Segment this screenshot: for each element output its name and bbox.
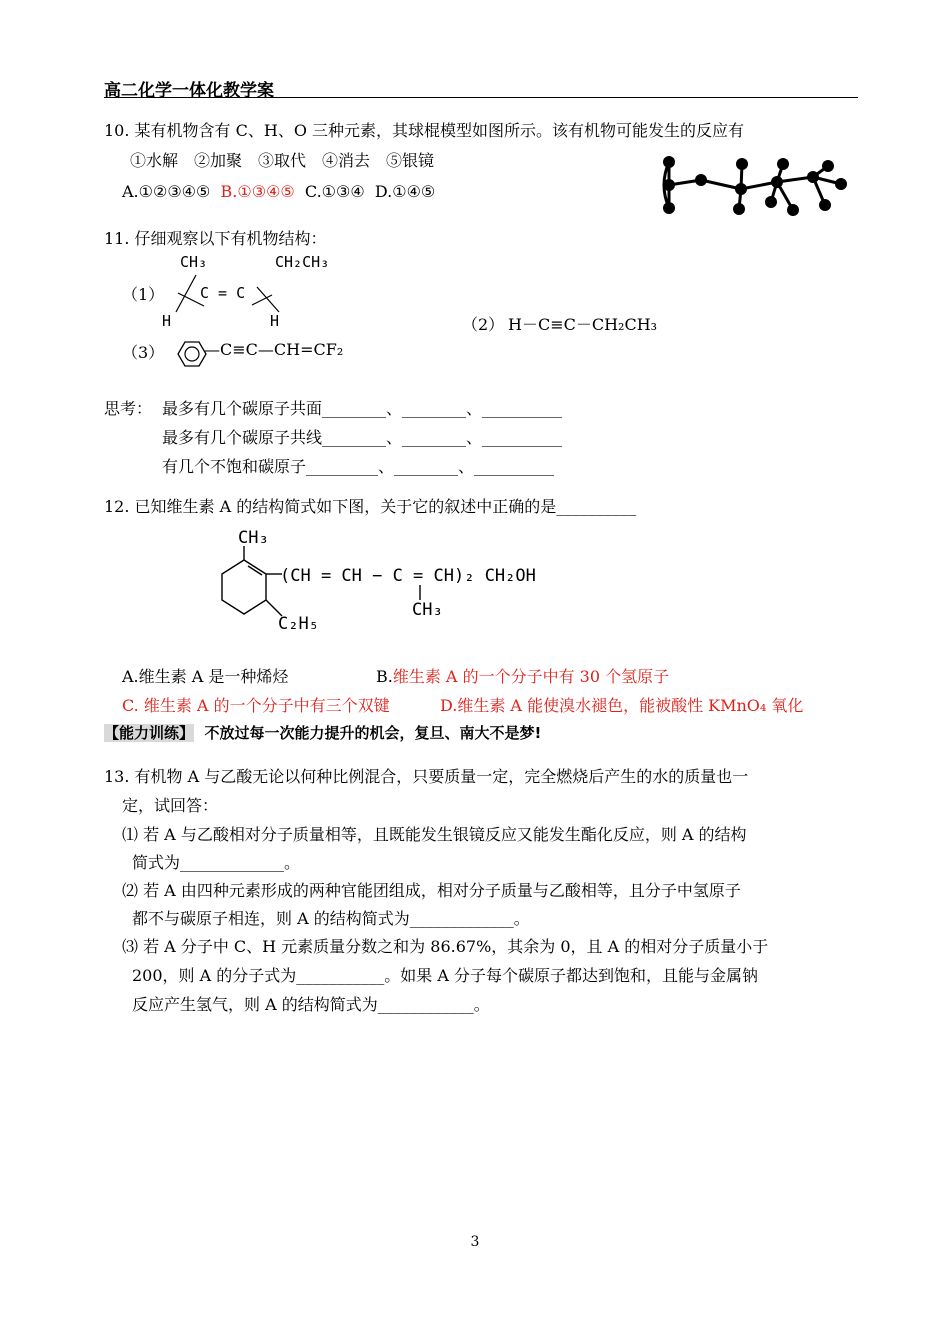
q11-s1-label: （1） bbox=[122, 285, 165, 304]
q13-part1-a: ⑴ 若 A 与乙酸相对分子质量相等，且既能发生银镜反应又能发生酯化反应，则 A 的结构 bbox=[122, 825, 747, 844]
q11-think-label: 思考： bbox=[104, 399, 153, 418]
q12-option-b-prefix: B. bbox=[376, 667, 393, 686]
training-slogan: 不放过每一次能力提升的机会，复旦、南大不是梦! bbox=[204, 724, 542, 742]
q13-part3-b: 200，则 A 的分子式为___________。如果 A 分子每个碳原子都达到饱和，且能与金属钠 bbox=[132, 966, 758, 985]
q12-option-b-text: 维生素 A 的一个分子中有 30 个氢原子 bbox=[392, 667, 670, 686]
page-number: 3 bbox=[470, 1234, 480, 1250]
q12-struct-chain: (CH = CH − C = CH)₂ CH₂OH bbox=[280, 566, 536, 586]
page-header-title: 高二化学一体化教学案 bbox=[104, 81, 274, 101]
q10-reactions: ①水解 ②加聚 ③取代 ④消去 ⑤银镜 bbox=[130, 151, 435, 170]
training-label: 【能力训练】 bbox=[104, 724, 195, 742]
q10-option-c: C.①③④ bbox=[304, 182, 365, 201]
q12-option-d: D.维生素 A 能使溴水褪色，能被酸性 KMnO₄ 氧化 bbox=[440, 696, 804, 715]
q11-s1-h-right: H bbox=[270, 312, 280, 330]
q12-option-b bbox=[376, 664, 669, 687]
q12-struct-ch3-top: CH₃ bbox=[238, 528, 269, 548]
q11-think-1: 最多有几个碳原子共面________、________、__________ bbox=[162, 399, 563, 418]
q11-s1-ch2ch3: CH₂CH₃ bbox=[275, 253, 330, 271]
q11-s2-label: （2） bbox=[462, 315, 505, 334]
q10-option-d: D.①④⑤ bbox=[374, 182, 436, 201]
q13-line-2: 定，试回答： bbox=[122, 796, 219, 815]
q13-part1-b: 简式为_____________。 bbox=[132, 853, 301, 872]
q13-part3-c: 反应产生氢气，则 A 的结构简式为____________。 bbox=[132, 995, 490, 1014]
q11-s3-label: （3） bbox=[122, 343, 165, 362]
q13-part2-a: ⑵ 若 A 由四种元素形成的两种官能团组成，相对分子质量与乙酸相等，且分子中氢原子 bbox=[122, 881, 741, 900]
q11-think-3: 有几个不饱和碳原子_________、________、__________ bbox=[162, 457, 555, 476]
q11-think-2: 最多有几个碳原子共线________、________、__________ bbox=[162, 428, 563, 447]
q10-option-b: B.①③④⑤ bbox=[220, 182, 295, 201]
q13-line-1: 13. 有机物 A 与乙酸无论以何种比例混合，只要质量一定，完全燃烧后产生的水的质量也一 bbox=[104, 767, 749, 786]
q11-s2-formula: H－C≡C－CH₂CH₃ bbox=[508, 315, 658, 334]
q11-s3-formula: —C≡C—CH=CF₂ bbox=[204, 340, 344, 359]
q12-struct-ch3-bottom: CH₃ bbox=[412, 600, 443, 620]
q11-stem: 11. 仔细观察以下有机物结构： bbox=[104, 229, 327, 248]
q10-option-a: A.①②③④⑤ bbox=[122, 182, 211, 201]
q12-stem: 12. 已知维生素 A 的结构简式如下图，关于它的叙述中正确的是__________ bbox=[104, 497, 637, 516]
q12-option-c: C. 维生素 A 的一个分子中有三个双键 bbox=[122, 696, 390, 715]
q13-part3-a: ⑶ 若 A 分子中 C、H 元素质量分数之和为 86.67%，其余为 0，且 A 的相对分子质量小于 bbox=[122, 937, 769, 956]
q11-s1-cc: C = C bbox=[200, 284, 246, 302]
q11-s1-ch3: CH₃ bbox=[180, 253, 208, 271]
q12-struct-c2h5: C₂H₅ bbox=[278, 614, 319, 634]
q13-part2-b: 都不与碳原子相连，则 A 的结构简式为_____________。 bbox=[132, 909, 530, 928]
q10-stem: 10. 某有机物含有 C、H、O 三种元素，其球棍模型如图所示。该有机物可能发生的反应有 bbox=[104, 121, 745, 140]
q11-s1-h-left: H bbox=[162, 312, 172, 330]
training-banner bbox=[104, 722, 541, 743]
q12-option-a: A.维生素 A 是一种烯烃 bbox=[122, 667, 289, 686]
